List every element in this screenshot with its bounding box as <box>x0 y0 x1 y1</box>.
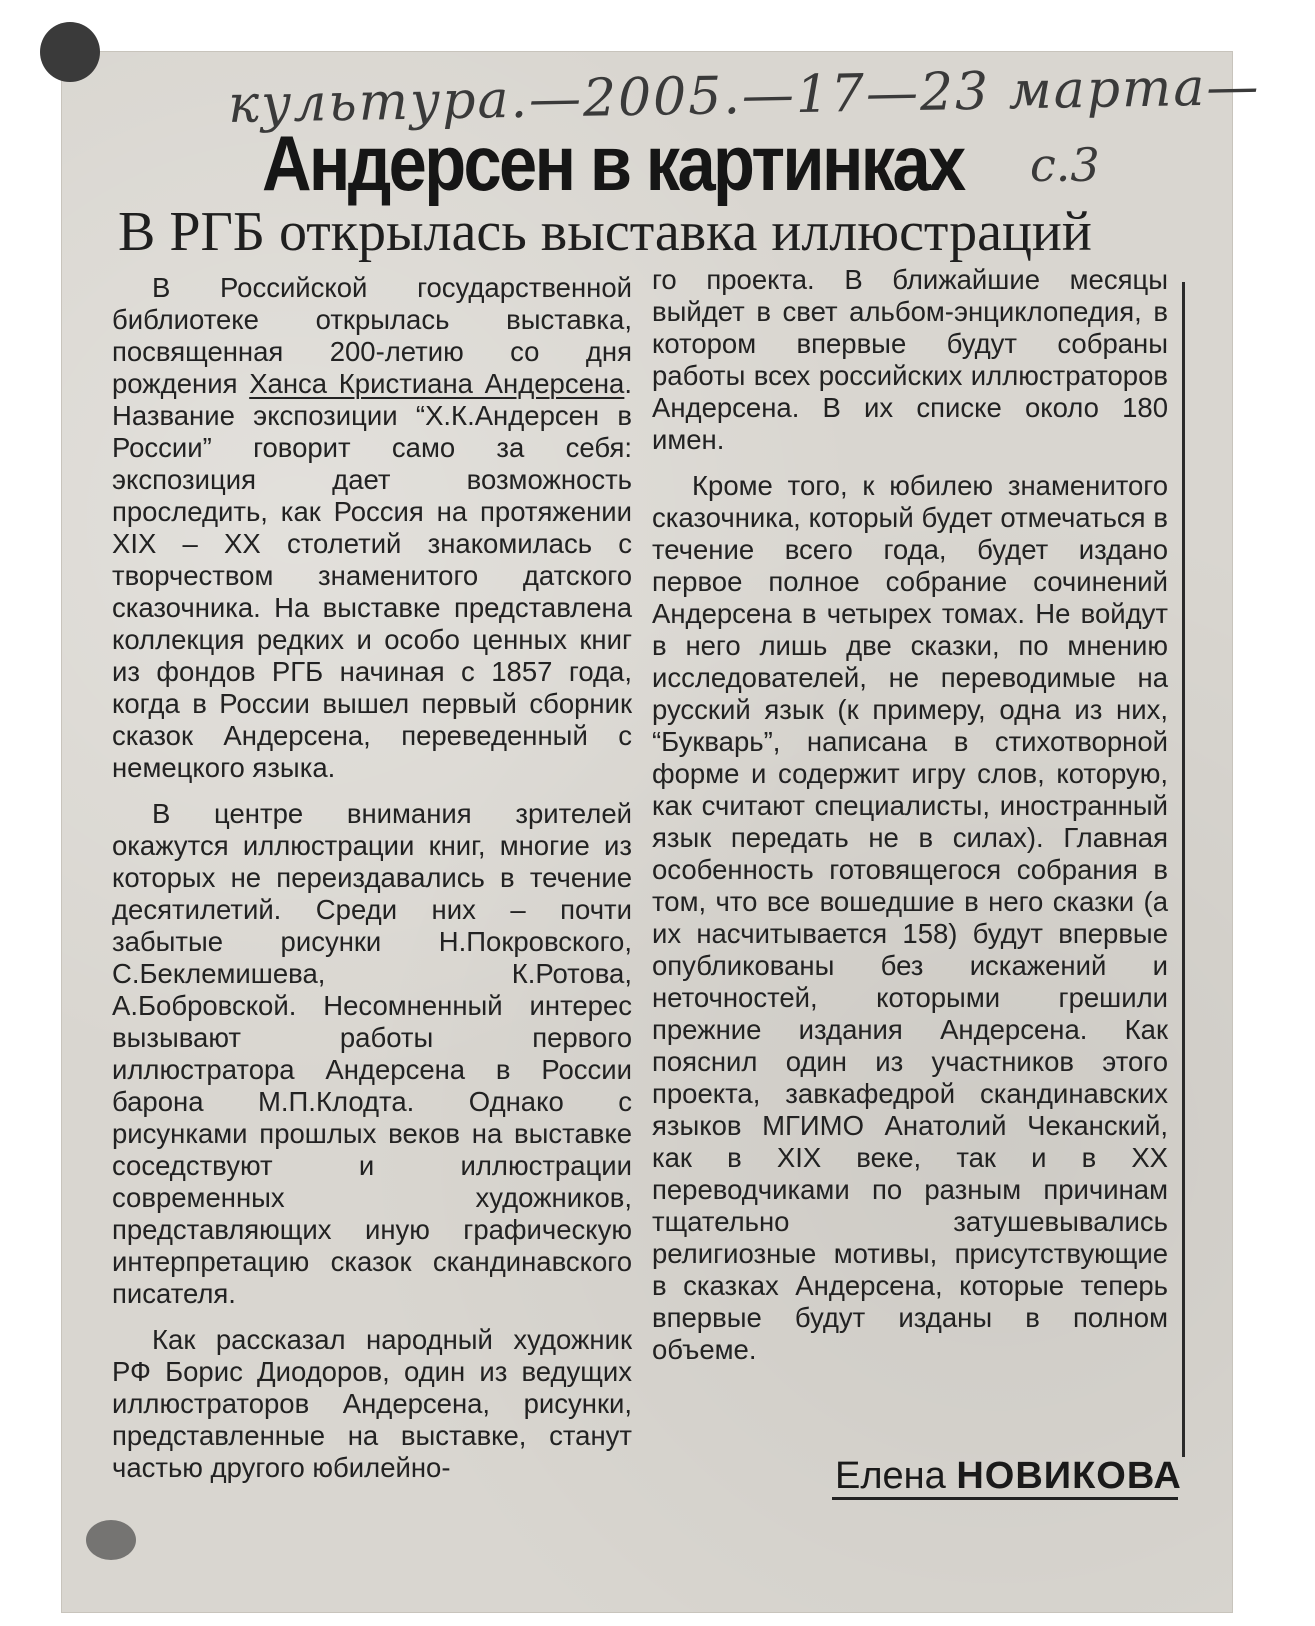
article-column-right <box>652 264 1168 1366</box>
byline-rule <box>832 1497 1178 1500</box>
paragraph <box>112 272 632 784</box>
article-subheadline: В РГБ открылась выставка иллюстраций <box>118 201 1092 263</box>
paragraph: го проекта. В ближайшие месяцы выйдет в свет альбом-энциклопедия, в котором впервые будут собраны работы всех российских иллюстраторов Андерсена. В их списке около 180 имен. <box>652 264 1168 455</box>
underlined-name: Ханса Кристиана Андерсена <box>249 368 625 399</box>
paragraph: Как рассказал народный художник РФ Борис Диодоров, один из ведущих иллюстраторов Андерсена, рисунки, представленные на выставке, станут частью другого юбилейно- <box>112 1324 632 1483</box>
paragraph-text: В Российской государственной библиотеке открылась выставка, посвященная 200-летию со дня рождения <box>112 272 632 399</box>
paragraph: Кроме того, к юбилею знаменитого сказочника, который будет отмечаться в течение всего года, будет издано первое полное собрание сочинений Андерсена в четырех томах. Не войдут в него лишь две сказки, по мнению исследователей, не переводимые на русский язык (к примеру, одна из них, “Букварь”, написана в стихотворной форме и содержит игру слов, которую, как считают специалисты, иностранный язык передать не в силах). Главная особенность готовящегося собрания в том, что все вошедшие в него сказки (а их насчитывается 158) будут впервые опубликованы без искажений и неточностей, которыми грешили прежние издания Андерсена. Как пояснил один из участников этого проекта, завкафедрой скандинавских языков МГИМО Анатолий Чеканский, как в XIX веке, так и в XX переводчиками по разным причинам тщательно затушевывались религиозные мотивы, присутствующие в сказках Андерсена, которые теперь впервые будут изданы в полном объеме. <box>652 470 1168 1365</box>
author-surname: НОВИКОВА <box>956 1455 1182 1497</box>
article-column-left <box>112 272 632 1484</box>
printed-circle-mark <box>40 22 100 82</box>
article-headline: Андерсен в картинках <box>262 119 964 207</box>
paragraph-text: . Название экспозиции “Х.К.Андерсен в России” говорит само за себя: экспозиция дает возможность проследить, как Россия на протяжении XIX – XX столетий знакомилась с творчеством знаменитого датского сказочника. На выставке представлена коллекция редких и особо ценных книг из фондов РГБ начиная с 1857 года, когда в России вышел первый сборник сказок Андерсена, переведенный с немецкого языка. <box>112 368 632 783</box>
handwritten-source-note: культура.—2005.—17—23 марта— <box>227 56 1261 136</box>
author-first-name: Елена <box>835 1455 946 1497</box>
paragraph: В центре внимания зрителей окажутся иллюстрации книг, многие из которых не переиздавались в течение десятилетий. Среди них – почти забытые рисунки Н.Покровского, С.Беклемишева, К.Ротова, А.Бобровской. Несомненный интерес вызывают работы первого иллюстратора Андерсена в России барона М.П.Клодта. Однако с рисунками прошлых веков на выставке соседствуют и иллюстрации современных художников, представляющих иную графическую интерпретацию сказок скандинавского писателя. <box>112 798 632 1309</box>
column-rule <box>1182 282 1185 1457</box>
author-byline <box>835 1455 1182 1498</box>
bottom-print-mark <box>86 1520 136 1560</box>
handwritten-page-note: с.3 <box>1030 138 1100 192</box>
